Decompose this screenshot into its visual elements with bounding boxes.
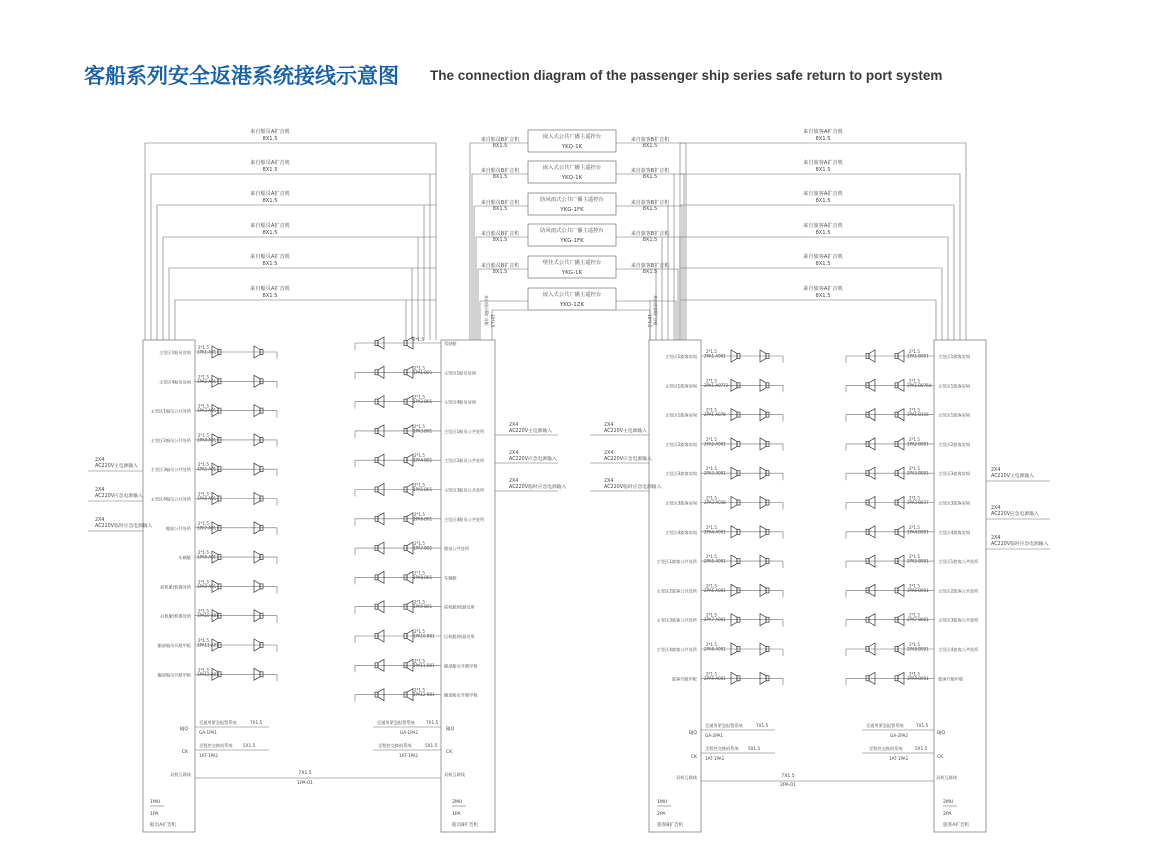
power-label: AC220V临时应急电源输入 <box>604 485 662 490</box>
bus-label-cable: 8X1.5 <box>642 206 658 212</box>
speaker-id: 1PA6-B01 <box>413 516 433 522</box>
bus-label-cable: 8X1.5 <box>815 198 831 204</box>
power-cable-label: 2X4 <box>509 423 519 428</box>
speaker-id: 2PA9-A001 <box>704 675 726 681</box>
speaker-id: 1PA10-A01 <box>197 613 219 619</box>
bus-label-crew-a: 来自船员A扩音机 <box>250 129 290 135</box>
cable-label: 2*1.5 <box>706 436 717 442</box>
alarm-label: 至通用紧急报警系统 <box>705 723 743 728</box>
bjq-label: BJQ <box>446 727 455 732</box>
cable-label: 2*1.5 <box>198 579 209 585</box>
bus-label-pass-a: 来自旅客A扩音机 <box>803 160 843 166</box>
vertical-label-cable: 10*1.5 <box>647 314 652 328</box>
ck-label: CK <box>446 750 453 755</box>
cable-label: 2*1.5 <box>909 407 920 413</box>
speaker-id: 1PA11-B01 <box>413 662 435 668</box>
zone-label: 主竖区3船员公共处所 <box>150 467 191 473</box>
speaker-id: 1PA4-A01 <box>197 437 217 443</box>
bus-label-cable: 8X1.5 <box>642 174 658 180</box>
cable-label: 2*1.5 <box>909 524 920 530</box>
cable-label: 2*1.5 <box>706 495 717 501</box>
cable-label: 7X1.5 <box>756 723 769 728</box>
speaker-id: 2PA7-B001 <box>907 617 929 623</box>
cable-label: 2*1.5 <box>198 462 209 468</box>
cable-label: 2*1.5 <box>414 511 425 517</box>
bus-label-cable: 8X1.5 <box>642 269 658 275</box>
vertical-label-pass: 来自旅客B扩音机 <box>653 295 658 326</box>
unit-name: 船员B扩音机 <box>452 823 479 828</box>
cable-label: 2*1.5 <box>909 466 920 472</box>
zone-label: 主竖区4旅客房间 <box>665 529 697 535</box>
dual-link-id: 2PA-01 <box>780 783 796 788</box>
zone-label: 主竖区3旅客房间 <box>665 500 697 506</box>
console-model: YKQ-1ZK <box>559 302 585 308</box>
zone-label: 旅客开敞甲板 <box>938 676 964 682</box>
crew-b-console-wire <box>472 174 528 340</box>
bus-label-cable: 8X1.5 <box>492 269 508 275</box>
power-cable-label: 2X4 <box>604 423 614 428</box>
cable-label: 2*1.5 <box>909 642 920 647</box>
bus-label-cable: 8X1.5 <box>262 198 278 204</box>
zone-label: 旅客开敞甲板 <box>671 676 697 682</box>
title-cn: 客船系列安全返港系统接线示意图 <box>84 64 399 88</box>
speaker-id: 2PA3-B037 <box>907 500 929 505</box>
speaker-id: 1PA3-A01 <box>197 408 217 414</box>
zone-label: 后机舱/机器处所 <box>444 634 475 639</box>
unit-pa: 1PA <box>452 812 461 817</box>
zone-label: 主竖区4旅客公共处所 <box>656 647 697 652</box>
unit-pa: 2PA <box>657 812 666 817</box>
bus-label-crew-a: 来自船员A扩音机 <box>250 286 290 292</box>
power-cable-label: 2X4 <box>95 518 105 523</box>
power-cable-label: 2X4 <box>95 488 105 493</box>
cable-label: 2*1.5 <box>909 671 920 677</box>
cable-label: 7X1.5 <box>426 720 439 725</box>
zone-label: 主竖区1船员房间 <box>444 370 476 376</box>
cable-label: 2*1.5 <box>198 667 209 673</box>
switch-label: 至程控交换机系统 <box>199 743 233 748</box>
speaker-id: 1PA4-B01 <box>413 457 433 463</box>
speaker-id: 2PA3-A038 <box>704 500 726 505</box>
cable-label: 2*1.5 <box>198 638 209 643</box>
power-cable-label: 2X4 <box>604 479 614 484</box>
zone-label: 主竖区2旅客公共处所 <box>656 588 697 594</box>
bus-label-cable: 8X1.5 <box>815 293 831 299</box>
unit-mu: 2MU <box>943 800 954 805</box>
cable-label: 2*1.5 <box>706 671 717 677</box>
bus-label-pass-a: 来自旅客A扩音机 <box>803 129 843 135</box>
bus-label-pass-a: 来自旅客A扩音机 <box>803 191 843 197</box>
cable-label: 5X1.5 <box>748 746 761 751</box>
bottom-id: 1AT-1PA1 <box>705 756 725 761</box>
speaker-id: 1PA5-B01 <box>413 487 433 492</box>
cable-label: 5X1.5 <box>915 746 928 751</box>
speaker-id: 2PA2-A001 <box>704 441 726 447</box>
unit-name: 船员A扩音机 <box>150 823 177 828</box>
bus-label-cable: 8X1.5 <box>642 237 658 243</box>
console-model: YKG-1FK <box>560 238 584 244</box>
power-cable-label: 2X4 <box>509 479 519 484</box>
zone-label: 主竖区1旅客房间 <box>938 354 970 359</box>
zone-label: 驾驶舱 <box>444 341 457 346</box>
speaker-id: 2PA4-B001 <box>907 529 929 535</box>
speaker-id: 2PA6-A001 <box>704 587 726 593</box>
pass-a-bus-wire <box>680 268 942 340</box>
pass-a-bus-wire <box>680 300 936 340</box>
console-wire <box>616 310 650 340</box>
zone-label: 主竖区3旅客公共处所 <box>656 617 697 623</box>
cable-label: 2*1.5 <box>414 629 425 634</box>
speaker-id: 1PA1-B01 <box>413 369 433 375</box>
zone-label: 主竖区3船员公共处所 <box>444 487 485 493</box>
speaker-id: 2PA3-A001 <box>704 470 726 476</box>
bus-label-pass-b: 来自旅客B扩音机 <box>630 137 670 143</box>
zone-label: 主竖区2旅客房间 <box>938 441 970 447</box>
bus-label-cable: 8X1.5 <box>815 230 831 236</box>
cable-label: 5X1.5 <box>425 743 438 748</box>
cable-label: 2*1.5 <box>198 608 209 614</box>
cable-label: 2*1.5 <box>414 394 425 400</box>
unit-pa: 2PA <box>943 812 952 817</box>
console-model: YKG-1K <box>561 270 583 276</box>
crew-a-bus-wire <box>163 237 436 340</box>
zone-label: 主竖区4船员房间 <box>159 379 191 385</box>
bus-label-cable: 8X1.5 <box>262 167 278 173</box>
bjq-label: BJQ <box>179 727 188 732</box>
cable-label: 2*1.5 <box>909 495 920 501</box>
cable-label: 2*1.5 <box>909 436 920 442</box>
speaker-id: 1PA7-A01 <box>197 525 217 531</box>
power-label: AC220V主电源输入 <box>95 464 138 469</box>
bjq-label: BJQ <box>688 731 697 736</box>
zone-label: 主竖区1旅客房间 <box>938 412 970 418</box>
console-model: YKG-1FK <box>560 207 584 213</box>
cable-label: 2*1.5 <box>414 687 425 693</box>
power-label: AC220V临时应急电源输入 <box>509 485 567 490</box>
console-name: 嵌入式公共广播主遥控台 <box>542 134 602 140</box>
speaker-id: 2PA5-B001 <box>907 558 929 564</box>
console-wire <box>492 310 528 340</box>
speaker-id: 2PA1-B116 <box>907 412 929 418</box>
zone-label: 车辆舱 <box>178 555 191 561</box>
zone-label: 艉部船员开敞甲板 <box>444 692 478 698</box>
speaker-id: 1PA12-B01 <box>413 692 435 698</box>
cable-label: 2*1.5 <box>706 642 717 647</box>
power-label: AC220V应急电源输入 <box>604 457 652 462</box>
dual-link-label: 双机互联线 <box>936 775 957 780</box>
cable-label: 2*1.5 <box>706 583 717 589</box>
cable-label: 2*1.5 <box>198 491 209 497</box>
bottom-id: GA-1PA1 <box>199 730 217 735</box>
power-cable-label: 2X4 <box>991 468 1001 473</box>
zone-label: 主竖区3旅客房间 <box>938 471 970 477</box>
cable-label: 2*1.5 <box>198 403 209 409</box>
zone-label: 前机舱/机器处所 <box>160 584 191 590</box>
zone-label: 艉部船员开敞甲板 <box>157 672 191 678</box>
cable-label: 2*1.5 <box>706 554 717 560</box>
bus-label-cable: 8X1.5 <box>262 261 278 267</box>
power-cable-label: 2X4 <box>604 451 614 456</box>
speaker-id: 2PA1-A001 <box>704 353 726 359</box>
bus-label-cable: 8X1.5 <box>492 237 508 243</box>
cable-label: 2*1.5 <box>414 423 425 429</box>
bus-label-cable: 8X1.5 <box>262 136 278 142</box>
zone-label: 主竖区1船员房间 <box>159 350 191 355</box>
bus-label-pass-b: 来自旅客B扩音机 <box>630 231 670 237</box>
power-label: AC220V主电源输入 <box>991 474 1034 479</box>
crew-a-bus-wire <box>151 174 436 340</box>
cable-label: 2*1.5 <box>414 482 425 488</box>
speaker-id: 1PA9-A01 <box>197 583 217 589</box>
bus-label-crew-b: 来自船员B扩音机 <box>480 231 520 237</box>
speaker-id: 2PA7-A001 <box>704 617 726 623</box>
speaker-id: 2PA1-B001 <box>907 353 929 359</box>
speaker-id: 2PA9-B001 <box>907 675 929 681</box>
dual-link-label: 双机互联线 <box>170 772 191 777</box>
speaker-id: 1PA2-B01 <box>413 399 433 405</box>
cable-label: 2*1.5 <box>706 466 717 472</box>
speaker-id: 1PA7-B01 <box>413 545 433 551</box>
bus-label-cable: 8X1.5 <box>492 174 508 180</box>
bus-label-pass-b: 来自旅客B扩音机 <box>630 200 670 206</box>
bottom-id: 1AT-1PA1 <box>399 753 419 758</box>
cable-label: 2*1.5 <box>198 374 209 380</box>
bus-label-pass-b: 来自旅客B扩音机 <box>630 263 670 269</box>
zone-label: 主竖区1船员公共处所 <box>150 408 191 414</box>
power-label: AC220V应急电源输入 <box>509 457 557 462</box>
bus-label-crew-a: 来自船员A扩音机 <box>250 254 290 260</box>
zone-label: 主竖区1旅客房间 <box>665 354 697 359</box>
speaker-id: 1PA3-B01 <box>413 428 433 434</box>
switch-label: 至程控交换机系统 <box>869 746 903 751</box>
unit-mu: 1MU <box>150 800 161 805</box>
cable-label: 2*1.5 <box>414 658 425 664</box>
cable-label: 2*1.5 <box>909 349 920 354</box>
cable-label: 2*1.5 <box>909 612 920 618</box>
bottom-id: GA-2PA2 <box>890 733 908 738</box>
zone-label: 主竖区4船员房间 <box>444 399 476 405</box>
zone-label: 艏部船员开敞甲板 <box>157 643 191 648</box>
bus-label-crew-a: 来自船员A扩音机 <box>250 223 290 229</box>
speaker-id: 1PA8-B01 <box>413 574 433 580</box>
zone-label: 主竖区1旅客房间 <box>938 383 970 389</box>
cable-label: 2*1.5 <box>413 337 424 342</box>
cable-label: 7X1.5 <box>781 774 795 779</box>
dual-link-id: 1PA-01 <box>297 781 313 786</box>
bus-label-crew-b: 来自船员B扩音机 <box>480 168 520 174</box>
bottom-id: 1AT-1PA1 <box>889 756 909 761</box>
power-cable-label: 2X4 <box>991 536 1001 541</box>
ck-label: CK <box>181 750 188 755</box>
unit-name: 旅客A扩音机 <box>943 823 970 828</box>
bus-label-crew-b: 来自船员B扩音机 <box>480 263 520 269</box>
cable-label: 2*1.5 <box>414 599 425 605</box>
zone-label: 主竖区4船员公共处所 <box>444 516 485 522</box>
zone-label: 主竖区1旅客房间 <box>665 383 697 389</box>
switch-label: 至程控交换机系统 <box>378 743 412 748</box>
console-name: 防风雨式公共广播主遥控台 <box>540 197 604 203</box>
zone-label: 艏部船员开敞甲板 <box>444 663 478 669</box>
cable-label: 2*1.5 <box>706 349 717 354</box>
zone-label: 主竖区4船员公共处所 <box>150 496 191 502</box>
speaker-id: 1PA11-A01 <box>197 642 219 648</box>
speaker-id: 1PA5-A01 <box>197 466 217 472</box>
zone-label: 车辆舱 <box>444 575 457 581</box>
speaker-id: 2PA8-A001 <box>704 646 726 652</box>
bottom-id: GA-1PA2 <box>400 730 418 735</box>
console-name: 防风雨式公共广播主遥控台 <box>540 228 604 234</box>
power-cable-label: 2X4 <box>95 458 105 463</box>
speaker-id: 1PA1-A01 <box>197 349 217 355</box>
zone-label: 主竖区4旅客公共处所 <box>938 647 979 652</box>
unit-name: 旅客B扩音机 <box>657 823 684 828</box>
zone-label: 主竖区4旅客房间 <box>938 529 970 535</box>
zone-label: 前机舱/机器处所 <box>444 604 475 610</box>
power-label: AC220V主电源输入 <box>604 429 647 434</box>
cable-label: 2*1.5 <box>414 570 425 576</box>
speaker-id: 2PA2-B001 <box>907 441 929 447</box>
zone-label: 主竖区2船员公共处所 <box>150 437 191 443</box>
speaker-id: 1PA6-A01 <box>197 496 217 501</box>
cable-label: 2*1.5 <box>706 378 717 384</box>
zone-label: 后机舱/机器处所 <box>160 613 191 619</box>
bus-label-crew-b: 来自船员B扩音机 <box>480 200 520 206</box>
dual-link-label: 双机互联线 <box>676 775 697 780</box>
title-en: The connection diagram of the passenger ship series safe return to port system <box>430 68 943 83</box>
console-name: 嵌入式公共广播主遥控台 <box>542 292 602 298</box>
cable-label: 7X1.5 <box>916 723 929 728</box>
zone-label: 舱部公共处所 <box>165 525 191 531</box>
unit-mu: 2MU <box>452 800 463 805</box>
power-cable-label: 2X4 <box>509 451 519 456</box>
bus-label-cable: 8X1.5 <box>492 143 508 149</box>
console-name: 壁挂式公共广播主遥控台 <box>542 260 602 266</box>
dual-link-label: 双机互联线 <box>444 772 465 777</box>
cable-label: 2*1.5 <box>414 453 425 459</box>
speaker-id: 1PA12-A01 <box>197 671 219 677</box>
cable-label: 2*1.5 <box>414 365 425 371</box>
bus-label-crew-a: 来自船员A扩音机 <box>250 160 290 166</box>
power-label: AC220V临时应急电源输入 <box>991 542 1049 547</box>
bus-label-cable: 8X1.5 <box>815 261 831 267</box>
speaker-id: 2PA1-A0772 <box>704 382 729 388</box>
speaker-id: 1PA10-B01 <box>413 633 435 639</box>
console-name: 嵌入式公共广播主遥控台 <box>542 165 602 171</box>
alarm-label: 至通用紧急报警系统 <box>377 720 415 725</box>
bus-label-crew-a: 来自船员A扩音机 <box>250 191 290 197</box>
power-cable-label: 2X4 <box>991 506 1001 511</box>
vertical-label-crew: 来自船员B扩音机 <box>484 295 489 326</box>
zone-label: 主竖区2船员公共处所 <box>444 458 485 464</box>
unit-pa: 1PA <box>150 812 159 817</box>
bus-label-cable: 8X1.5 <box>492 206 508 212</box>
power-label: AC220V应急电源输入 <box>95 494 143 499</box>
console-model: YKQ-1K <box>561 144 583 150</box>
alarm-label: 至通用紧急报警系统 <box>199 720 237 725</box>
alarm-label: 至通用紧急报警系统 <box>866 723 904 728</box>
crew-a-bus-wire <box>169 268 436 340</box>
bus-label-cable: 8X1.5 <box>815 167 831 173</box>
cable-label: 2*1.5 <box>706 524 717 530</box>
speaker-id: 2PA6-B001 <box>907 587 929 593</box>
bottom-id: 1AT-1PA1 <box>199 753 219 758</box>
power-label: AC220V应急电源输入 <box>991 512 1039 517</box>
cable-label: 7X1.5 <box>250 720 263 725</box>
cable-label: 7X1.5 <box>298 771 312 776</box>
cable-label: 2*1.5 <box>706 612 717 618</box>
speaker-id: 1PA2-A01 <box>197 378 217 384</box>
zone-label: 主竖区3旅客公共处所 <box>938 617 979 623</box>
bus-label-crew-b: 来自船员B扩音机 <box>480 137 520 143</box>
crew-b-amplifier-cabinet <box>441 340 495 832</box>
speaker-id: 2PA1-B0764 <box>907 382 932 388</box>
power-label: AC220V主电源输入 <box>509 429 552 434</box>
bus-label-cable: 8X1.5 <box>262 230 278 236</box>
speaker-id: 2PA1-A078 <box>704 412 726 418</box>
ck-label: CK <box>690 755 697 760</box>
speaker-id: 2PA4-A001 <box>704 529 726 535</box>
speaker-id: 2PA3-B001 <box>907 470 929 476</box>
cable-label: 2*1.5 <box>414 541 425 547</box>
cable-label: 5X1.5 <box>243 743 256 748</box>
cable-label: 2*1.5 <box>198 345 209 350</box>
zone-label: 主竖区3旅客房间 <box>938 500 970 506</box>
vertical-label-cable: 10*1.5 <box>490 314 495 328</box>
power-label: AC220V临时应急电源输入 <box>95 524 153 529</box>
cable-label: 2*1.5 <box>909 554 920 560</box>
cable-label: 2*1.5 <box>706 407 717 413</box>
speaker-id: 2PA8-B001 <box>907 646 929 652</box>
ck-label: CK <box>937 755 944 760</box>
crew-b-console-wire <box>476 237 528 340</box>
zone-label: 主竖区3旅客房间 <box>665 471 697 477</box>
zone-label: 舱部公共处所 <box>444 546 470 552</box>
zone-label: 主竖区1旅客房间 <box>665 412 697 418</box>
crew-a-bus-wire <box>157 205 436 340</box>
bottom-id: GA-2PA1 <box>705 733 723 738</box>
bus-label-pass-a: 来自旅客A扩音机 <box>803 223 843 229</box>
zone-label: 主竖区1船员公共处所 <box>444 428 485 434</box>
bus-label-pass-b: 来自旅客B扩音机 <box>630 168 670 174</box>
pass-b-console-wire <box>616 269 678 340</box>
speaker-id: 1PA9-B01 <box>413 604 433 610</box>
bus-label-pass-a: 来自旅客A扩音机 <box>803 286 843 292</box>
cable-label: 2*1.5 <box>909 378 920 384</box>
pass-b-console-wire <box>616 301 676 340</box>
zone-label: 主竖区1旅客公共处所 <box>656 559 697 565</box>
cable-label: 2*1.5 <box>198 550 209 556</box>
crew-a-bus-wire <box>145 143 436 340</box>
bus-label-cable: 8X1.5 <box>815 136 831 142</box>
zone-label: 主竖区2旅客房间 <box>665 441 697 447</box>
switch-label: 至程控交换机系统 <box>705 746 739 751</box>
bus-label-pass-a: 来自旅客A扩音机 <box>803 254 843 260</box>
unit-mu: 1MU <box>657 800 668 805</box>
bus-label-cable: 8X1.5 <box>262 293 278 299</box>
console-model: YKQ-1K <box>561 175 583 181</box>
zone-label: 主竖区1旅客公共处所 <box>938 559 979 565</box>
bus-label-cable: 8X1.5 <box>642 143 658 149</box>
crew-a-bus-wire <box>175 300 436 340</box>
cable-label: 2*1.5 <box>198 432 209 438</box>
cable-label: 2*1.5 <box>909 583 920 589</box>
speaker-id: 2PA5-A001 <box>704 558 726 564</box>
speaker-id: 1PA8-A01 <box>197 554 217 560</box>
zone-label: 主竖区2旅客公共处所 <box>938 588 979 594</box>
cable-label: 2*1.5 <box>198 520 209 526</box>
bjq-label: BJQ <box>937 731 946 736</box>
